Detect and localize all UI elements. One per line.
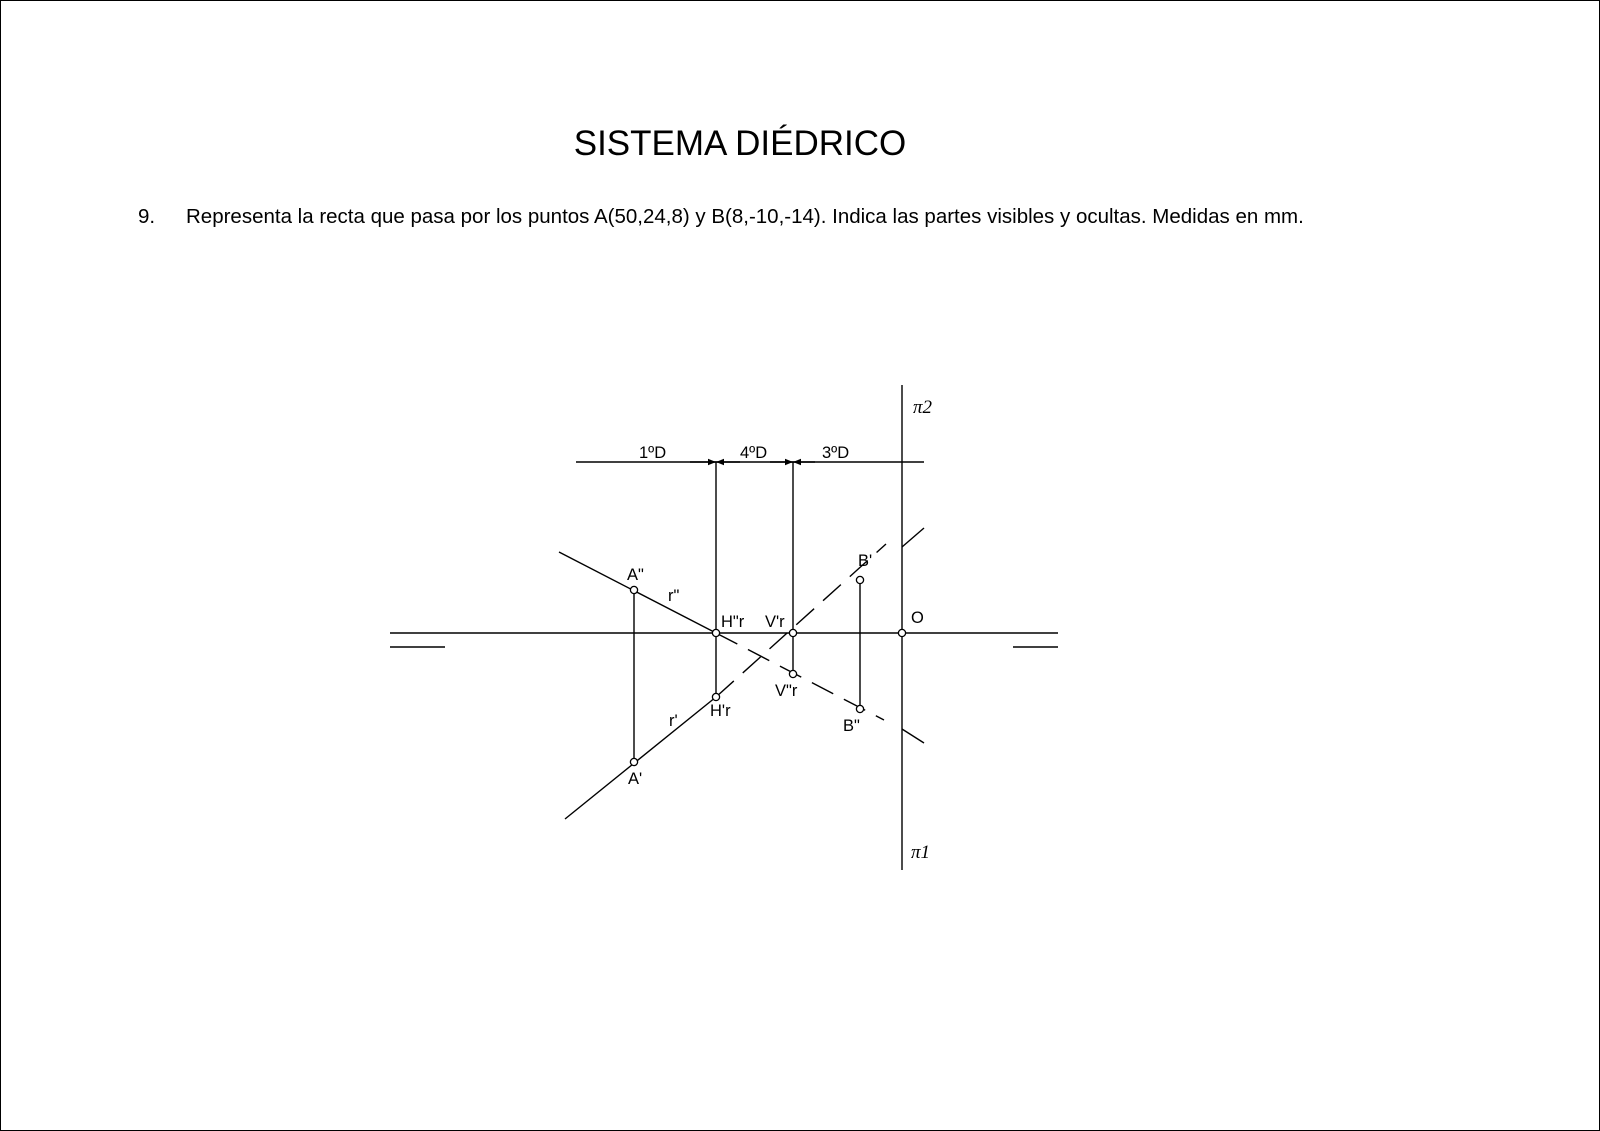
r-horizontal-extension: [902, 528, 924, 547]
label-a-horizontal: A': [628, 770, 643, 788]
label-h-vertical: H"r: [721, 613, 745, 631]
label-r-horizontal: r': [669, 712, 678, 730]
label-a-vertical: A": [627, 566, 644, 584]
r-vertical-extension: [902, 729, 924, 743]
label-origin: O: [911, 609, 924, 627]
point-a-vertical: [630, 586, 637, 593]
point-b-vertical: [856, 705, 863, 712]
label-pi1: π1: [911, 842, 931, 863]
label-region-3: 3ºD: [822, 444, 850, 462]
page-title: SISTEMA DIÉDRICO: [573, 124, 907, 163]
label-b-horizontal: B': [858, 552, 873, 570]
r-vertical-visible: [559, 552, 716, 633]
point-origin: [898, 629, 905, 636]
label-region-1: 1ºD: [639, 444, 667, 462]
label-region-4: 4ºD: [740, 444, 768, 462]
point-h-vertical: [712, 629, 719, 636]
point-a-horizontal: [630, 758, 637, 765]
point-h-horizontal: [712, 693, 719, 700]
label-b-vertical: B": [843, 717, 860, 735]
label-r-vertical: r": [668, 587, 680, 605]
label-h-horizontal: H'r: [710, 702, 731, 720]
point-b-horizontal: [856, 576, 863, 583]
label-v-vertical: V"r: [775, 682, 798, 700]
point-v-vertical: [789, 670, 796, 677]
label-pi2: π2: [913, 397, 933, 418]
point-v-horizontal: [789, 629, 796, 636]
label-v-horizontal: V'r: [765, 613, 785, 631]
r-horizontal-visible: [565, 697, 716, 819]
exercise-number: 9.: [138, 205, 156, 228]
exercise-text: Representa la recta que pasa por los puntos A(50,24,8) y B(8,-10,-14). Indica las partes visibles y ocultas. Medidas en mm.: [186, 205, 1304, 228]
